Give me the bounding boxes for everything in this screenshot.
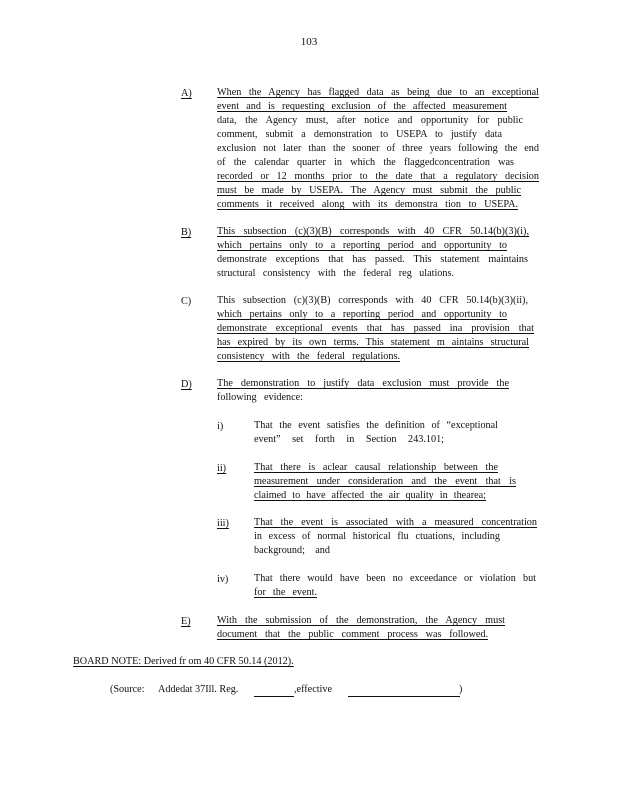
- section-e-label: E): [181, 616, 191, 627]
- item-iv-line: That there would have been no exceedance or violation but: [254, 573, 536, 584]
- section-a-line: comments it received along with its demonstra tion to USEPA.: [217, 199, 518, 210]
- section-a-line: exclusion not later than the sooner of three years following the end: [217, 143, 539, 154]
- section-d-line: The demonstration to justify data exclusion must provide the: [217, 378, 509, 389]
- section-e-line: With the submission of the demonstration, the Agency must: [217, 615, 505, 626]
- section-b-label: B): [181, 227, 192, 238]
- item-ii-label: ii): [217, 463, 227, 474]
- item-iii-line: in excess of normal historical flu ctuations, including: [254, 531, 500, 542]
- page-number: 103: [300, 36, 318, 48]
- section-c-line: consistency with the federal regulations.: [217, 351, 400, 362]
- item-i-label: i): [217, 421, 224, 432]
- section-a-line: must be made by USEPA. The Agency must submit the public: [217, 185, 521, 196]
- section-a-label: A): [181, 88, 192, 99]
- item-iii-line: background; and: [254, 545, 330, 556]
- section-a-line: of the calendar quarter in which the flaggedconcentration was: [217, 157, 514, 168]
- section-c-line: demonstrate exceptional events that has passed ina provision that: [217, 323, 534, 334]
- section-b-line: structural consistency with the federal reg ulations.: [217, 268, 454, 279]
- section-d-line: following evidence:: [217, 392, 303, 403]
- section-a-line: event and is requesting exclusion of the affected measurement: [217, 101, 507, 112]
- item-iii-line: That the event is associated with a measured concentration: [254, 517, 537, 528]
- section-c-label: C): [181, 296, 192, 307]
- section-c-line: which pertains only to a reporting period and opportunity to: [217, 309, 507, 320]
- section-a-line: recorded or 12 months prior to the date that a regulatory decision: [217, 171, 539, 182]
- section-a-line: When the Agency has flagged data as being due to an exceptional: [217, 87, 539, 98]
- section-b-line: demonstrate exceptions that has passed. This statement maintains: [217, 254, 528, 265]
- item-i-line: That the event satisfies the definition of “exceptional: [254, 420, 498, 431]
- board-note: BOARD NOTE: Derived fr om 40 CFR 50.14 (2012).: [73, 656, 294, 667]
- item-iv-line: for the event.: [254, 587, 317, 598]
- section-c-line: This subsection (c)(3)(B) corresponds with 40 CFR 50.14(b)(3)(ii),: [217, 295, 528, 306]
- section-b-line: which pertains only to a reporting period and opportunity to: [217, 240, 507, 251]
- section-d-label: D): [181, 379, 192, 390]
- source-prefix: (Source:: [110, 684, 145, 695]
- section-b-line: This subsection (c)(3)(B) corresponds with 40 CFR 50.14(b)(3)(i),: [217, 226, 529, 237]
- source-effective: ,effective: [294, 684, 332, 695]
- section-a-line: data, the Agency must, after notice and opportunity for public: [217, 115, 523, 126]
- section-a-line: comment, submit a demonstration to USEPA to justify data: [217, 129, 502, 140]
- item-ii-line: measurement under consideration and the event that is: [254, 476, 516, 487]
- source-close-paren: ): [459, 684, 463, 695]
- source-text: Addedat 37Ill. Reg.: [158, 684, 239, 695]
- item-ii-line: claimed to have affected the air quality in thearea;: [254, 490, 486, 501]
- item-ii-line: That there is aclear causal relationship between the: [254, 462, 498, 473]
- item-i-line: event” set forth in Section 243.101;: [254, 434, 444, 445]
- item-iii-label: iii): [217, 518, 229, 529]
- effective-date-blank: [348, 687, 460, 697]
- register-blank: [254, 687, 294, 697]
- section-c-line: has expired by its own terms. This statement m aintains structural: [217, 337, 529, 348]
- section-e-line: document that the public comment process was followed.: [217, 629, 488, 640]
- item-iv-label: iv): [217, 574, 229, 585]
